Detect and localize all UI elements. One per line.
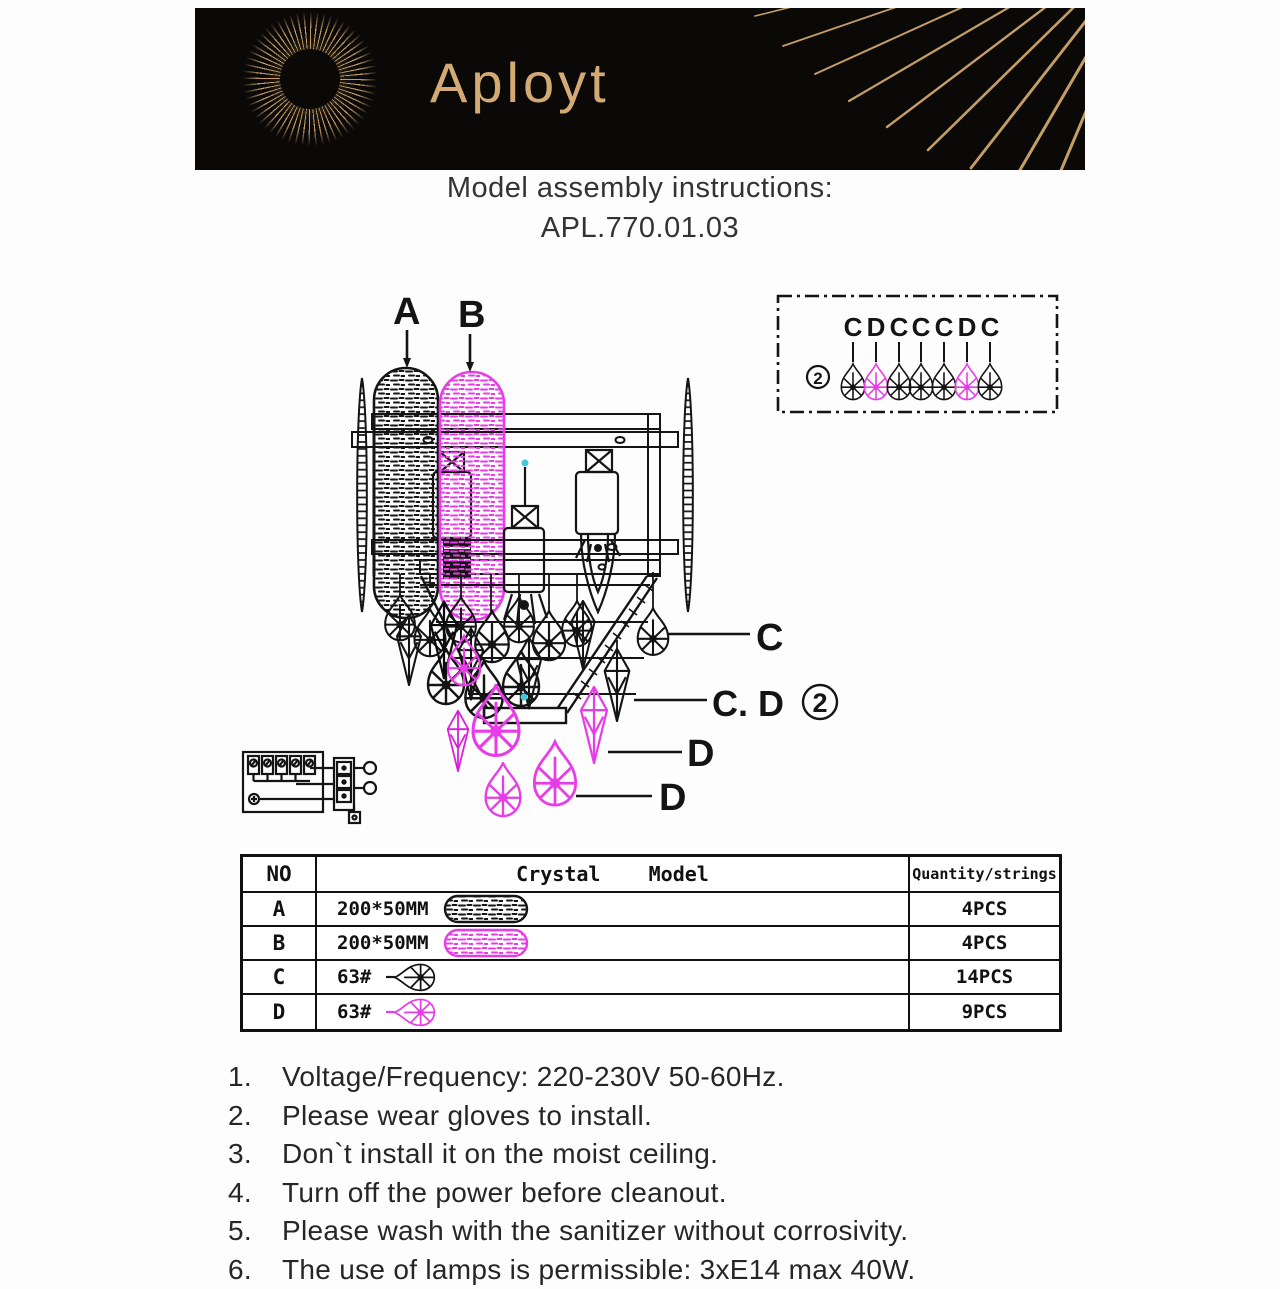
- inset-crystal-c: [887, 364, 910, 400]
- row-no: B: [243, 927, 317, 961]
- instruction-item: [228, 1058, 1088, 1097]
- instruction-text: Voltage/Frequency: 220-230V 50-60Hz.: [282, 1058, 785, 1097]
- instruction-number: 4.: [228, 1174, 282, 1213]
- crystal-capsule-b: [440, 372, 504, 620]
- label-d1: D: [687, 733, 714, 775]
- header-banner: [195, 8, 1085, 170]
- label-b: B: [458, 294, 485, 336]
- header-no: NO: [243, 857, 317, 893]
- capsule-crystal-magenta-icon: [443, 928, 531, 958]
- row-qty: 14PCS: [910, 961, 1059, 995]
- instruction-text: The use of lamps is permissible: 3xE14 max 40W.: [282, 1251, 915, 1289]
- inset-label: C: [981, 312, 1000, 342]
- table-row-b: [243, 927, 1059, 961]
- instruction-text: Don`t install it on the moist ceiling.: [282, 1135, 718, 1174]
- rays-decoration-icon: [565, 8, 1085, 170]
- inset-crystal-c: [909, 364, 932, 400]
- sunburst-core: [280, 49, 340, 109]
- table-row-c: [243, 961, 1059, 995]
- label-a: A: [393, 291, 420, 333]
- inset-label: D: [958, 312, 977, 342]
- capsule-crystal-black-icon: [443, 894, 531, 924]
- row-no: C: [243, 961, 317, 995]
- inset-label: C: [890, 312, 909, 342]
- brand-name: Aployt: [430, 50, 610, 115]
- header-qty: Quantity/strings: [910, 857, 1059, 893]
- instruction-item: [228, 1251, 1088, 1289]
- instruction-number: 2.: [228, 1097, 282, 1136]
- label-c: C: [756, 617, 783, 659]
- row-size: 200*50MM: [337, 932, 429, 954]
- table-row-d: [243, 995, 1059, 1029]
- row-qty: 9PCS: [910, 995, 1059, 1029]
- row-no: A: [243, 893, 317, 927]
- inset-label: C: [935, 312, 954, 342]
- wiring-diagram: [243, 752, 376, 823]
- instruction-text: Please wear gloves to install.: [282, 1097, 652, 1136]
- title-line-1: Model assembly instructions:: [0, 172, 1280, 205]
- page-title: [0, 172, 1280, 245]
- row-qty: 4PCS: [910, 893, 1059, 927]
- inset-crystal-c: [841, 364, 864, 400]
- string-order-inset: [770, 290, 1065, 420]
- label-marker-2: 2: [812, 688, 827, 718]
- label-d2: D: [659, 777, 686, 819]
- row-size: 200*50MM: [337, 898, 429, 920]
- inset-strings: [853, 342, 990, 362]
- inset-crystal-d: [955, 364, 978, 400]
- instruction-text: Turn off the power before cleanout.: [282, 1174, 727, 1213]
- label-cd: C. D: [712, 683, 784, 724]
- row-qty: 4PCS: [910, 927, 1059, 961]
- lamp-holder-right: [576, 450, 620, 612]
- table-header-row: [243, 857, 1059, 893]
- inset-label: C: [912, 312, 931, 342]
- instruction-number: 5.: [228, 1212, 282, 1251]
- parts-table: [240, 854, 1062, 1032]
- lamp-assembly-diagram: [228, 282, 860, 845]
- instructions-list: [228, 1058, 1088, 1289]
- inset-crystal-c: [932, 364, 955, 400]
- inset-crystal-c: [978, 364, 1001, 400]
- instruction-item: [228, 1097, 1088, 1136]
- inset-marker-digit: 2: [813, 369, 822, 388]
- model-number: APL.770.01.03: [0, 212, 1280, 245]
- row-size: 63#: [337, 1001, 371, 1023]
- teardrop-crystal-black-icon: [385, 961, 439, 993]
- instruction-number: 3.: [228, 1135, 282, 1174]
- instruction-number: 1.: [228, 1058, 282, 1097]
- row-size: 63#: [337, 966, 371, 988]
- teardrop-crystal-magenta-icon: [385, 996, 439, 1028]
- inset-label: D: [867, 312, 886, 342]
- instruction-item: [228, 1135, 1088, 1174]
- cyan-marker: [521, 694, 528, 701]
- instruction-number: 6.: [228, 1251, 282, 1289]
- inset-label: C: [844, 312, 863, 342]
- inset-crystal-d: [864, 364, 887, 400]
- instruction-item: [228, 1212, 1088, 1251]
- header-model: Crystal Model: [317, 857, 910, 893]
- lamp-holder-middle: [504, 460, 547, 625]
- instruction-item: [228, 1174, 1088, 1213]
- row-no: D: [243, 995, 317, 1029]
- table-row-a: [243, 893, 1059, 927]
- crystal-capsule-a: [374, 368, 438, 618]
- instruction-text: Please wash with the sanitizer without corrosivity.: [282, 1212, 908, 1251]
